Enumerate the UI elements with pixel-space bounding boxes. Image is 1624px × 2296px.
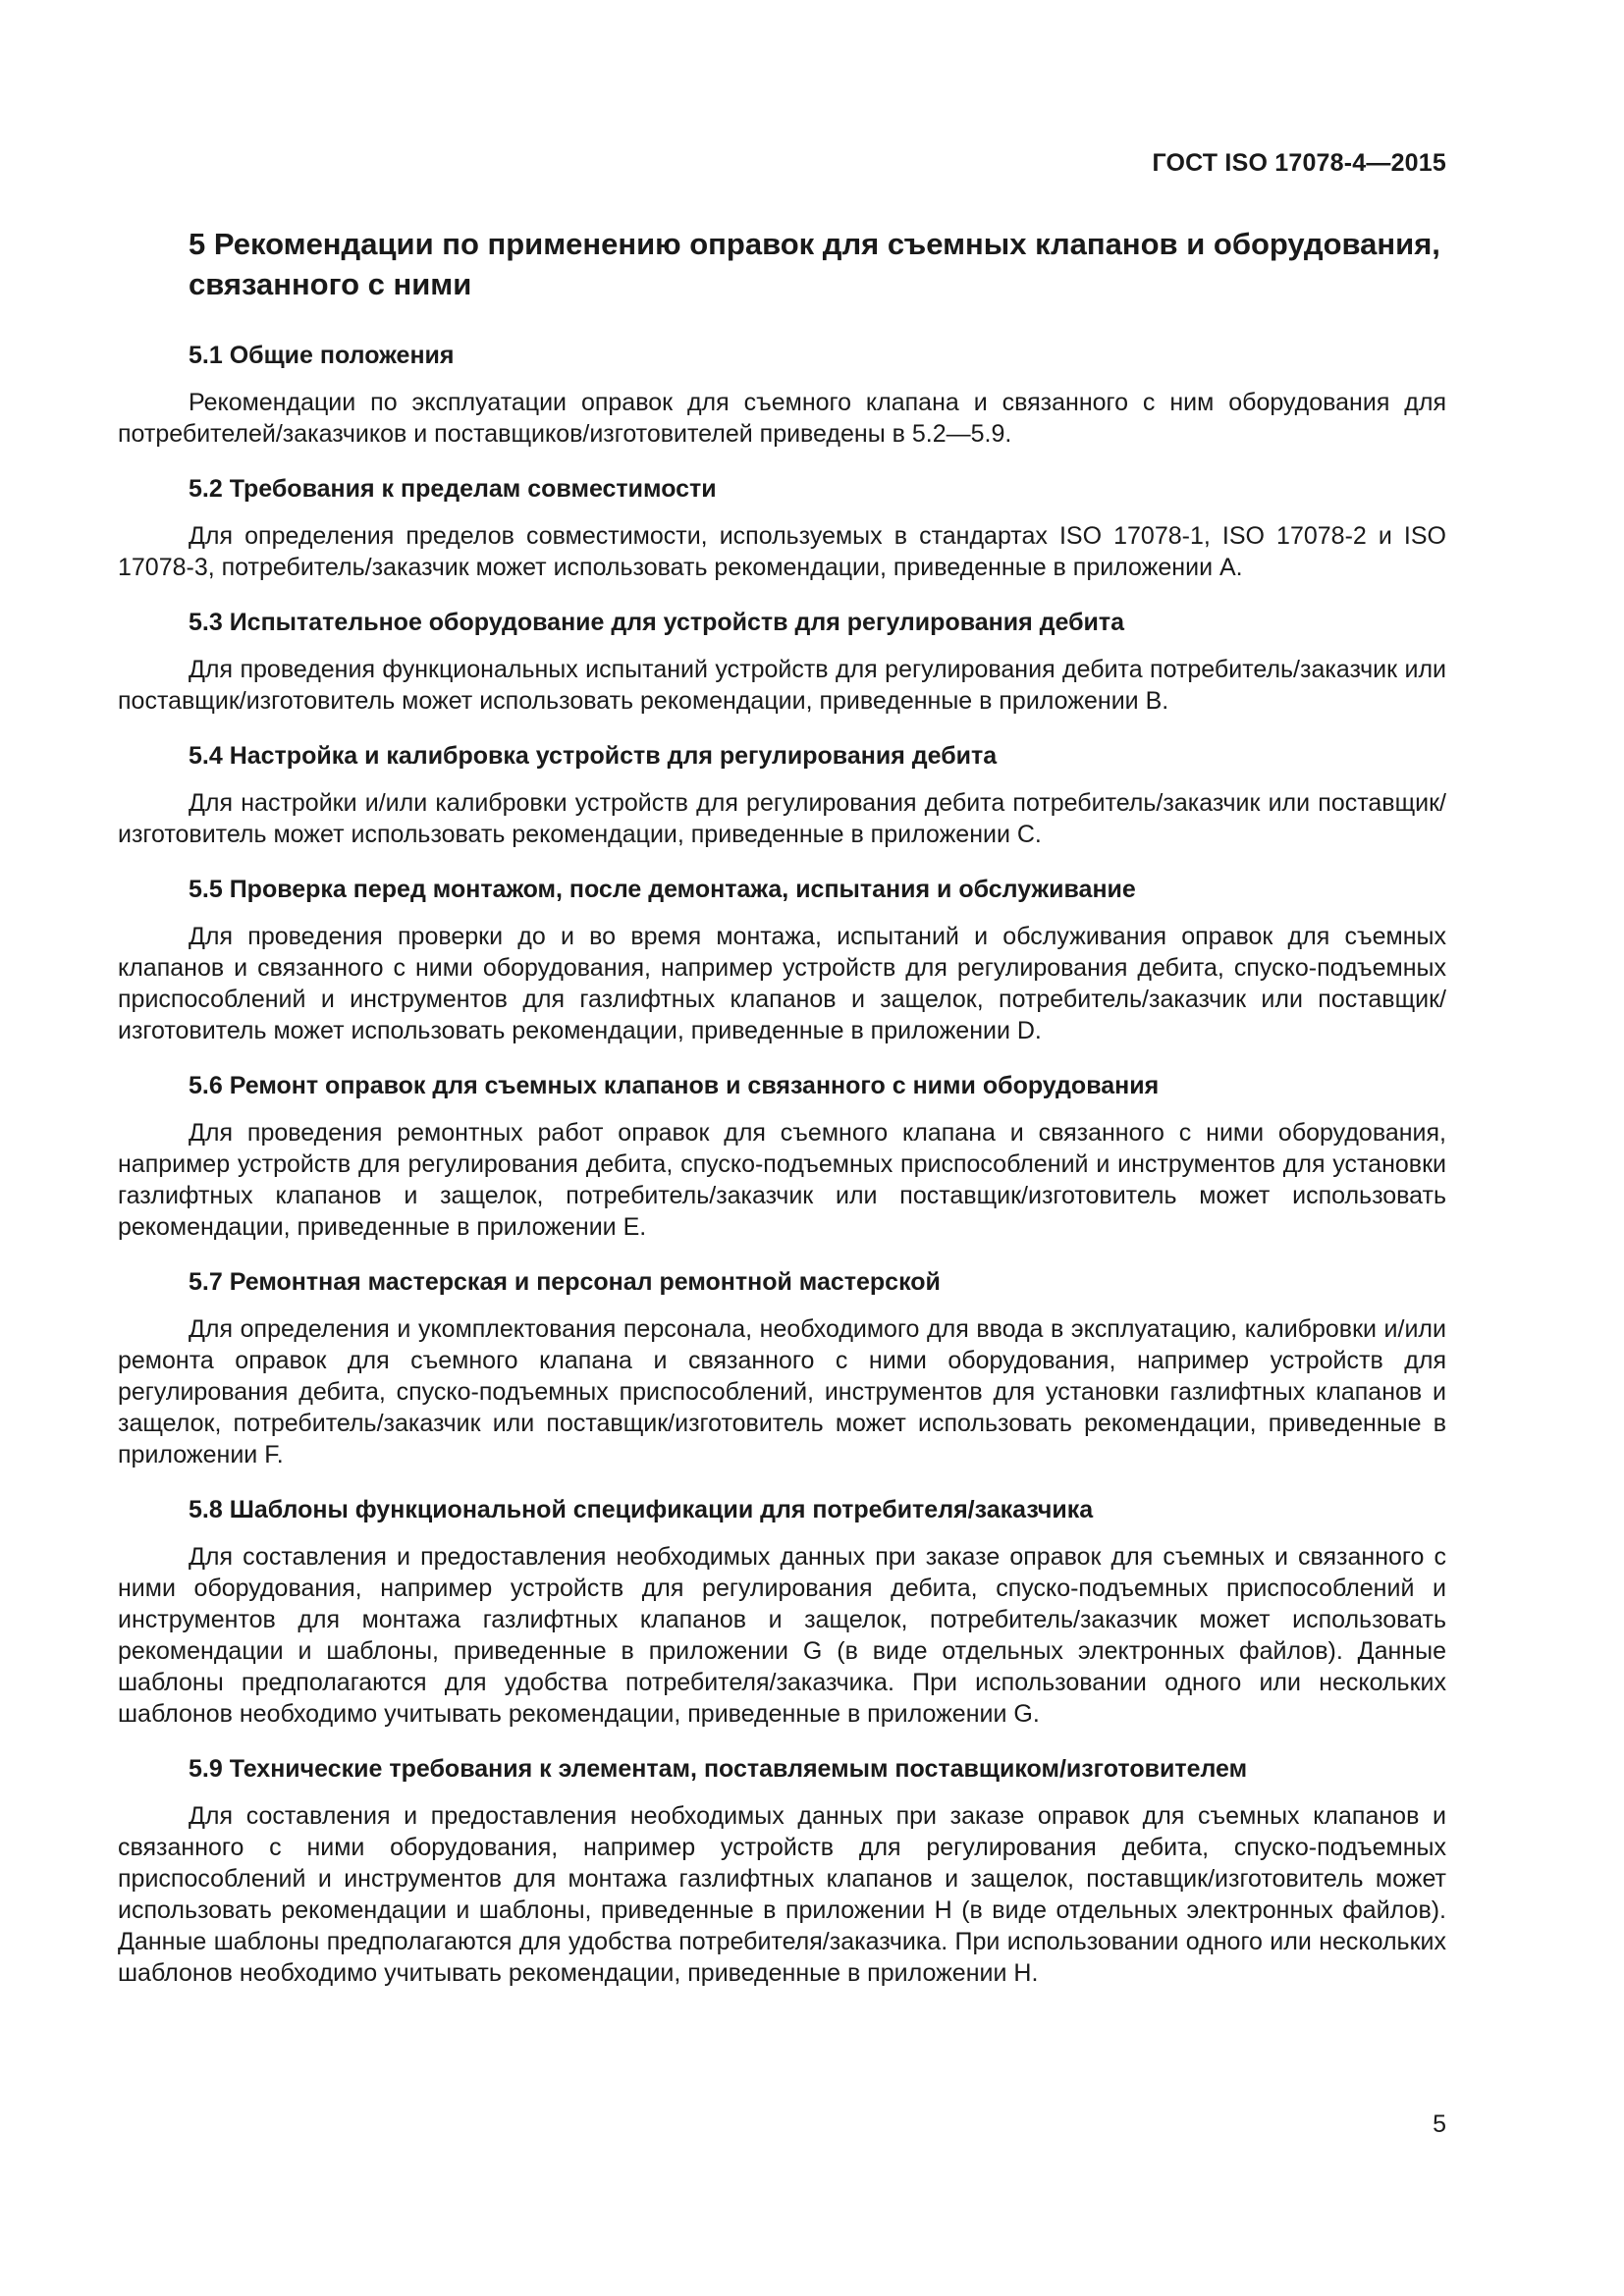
subsection-title: 5.1 Общие положения: [189, 342, 455, 369]
subsection-5-9: [118, 1751, 1446, 1989]
subsection-5-2: [118, 471, 1446, 583]
subsection-body: Для проведения функциональных испытаний устройств для регулирования дебита потребитель/заказчик или поставщик/изготовитель может использовать рекомендации, приведенные в приложении В.: [118, 656, 1446, 715]
subsection-title: 5.5 Проверка перед монтажом, после демонтажа, испытания и обслуживание: [189, 876, 1136, 903]
subsection-body: Рекомендации по эксплуатации оправок для съемного клапана и связанного с ним оборудования для потребителей/заказчиков и поставщиков/изготовителей приведены в 5.2—5.9.: [118, 389, 1446, 448]
subsection-body: Для составления и предоставления необходимых данных при заказе оправок для съемных клапанов и связанного с ними оборудования, например устройств для регулирования дебита, спуско-подъемных приспособлений и инструментов для монтажа газлифтных клапанов и защелок, поставщик/изготовитель может использовать рекомендации и шаблоны, приведенные в приложении Н (в виде отдельных электронных файлов). Данные шаблоны предполагаются для удобства потребителя/заказчика. При использовании одного или нескольких шаблонов необходимо учитывать рекомендации, приведенные в приложении Н.: [118, 1802, 1446, 1987]
subsection-title: 5.6 Ремонт оправок для съемных клапанов и связанного с ними оборудования: [189, 1072, 1160, 1099]
document-code: ГОСТ ISO 17078-4—2015: [1152, 149, 1446, 177]
subsection-title: 5.2 Требования к пределам совместимости: [189, 475, 717, 503]
subsection-title: 5.7 Ремонтная мастерская и персонал ремонтной мастерской: [189, 1268, 941, 1296]
subsection-5-8: [118, 1492, 1446, 1730]
subsection-5-7: [118, 1264, 1446, 1470]
subsection-body: Для проведения проверки до и во время монтажа, испытаний и обслуживания оправок для съемных клапанов и связанного с ними оборудования, например устройств для регулирования дебита, спуско-подъемных приспособлений и инструментов для газлифтных клапанов и защелок, потребитель/заказчик или поставщик/изготовитель может использовать рекомендации, приведенные в приложении D.: [118, 923, 1446, 1044]
subsection-body: Для определения пределов совместимости, используемых в стандартах ISO 17078-1, ISO 17078-2 и ISO 17078-3, потребитель/заказчик может использовать рекомендации, приведенные в приложении А.: [118, 522, 1446, 581]
subsection-5-4: [118, 738, 1446, 850]
subsection-title: 5.8 Шаблоны функциональной спецификации для потребителя/заказчика: [189, 1496, 1094, 1523]
subsection-5-5: [118, 872, 1446, 1046]
subsection-body: Для определения и укомплектования персонала, необходимого для ввода в эксплуатацию, калибровки и/или ремонта оправок для съемного клапана и связанного с ними оборудования, например устройств для регулирования дебита, спуско-подъемных приспособлений, инструментов для установки газлифтных клапанов и защелок, потребитель/заказчик или поставщик/изготовитель может использовать рекомендации, приведенные в приложении F.: [118, 1315, 1446, 1468]
subsection-body: Для составления и предоставления необходимых данных при заказе оправок для съемных и связанного с ними оборудования, например устройств для регулирования дебита, спуско-подъемных приспособлений и инструментов для монтажа газлифтных клапанов и защелок, потребитель/заказчик может использовать рекомендации и шаблоны, приведенные в приложении G (в виде отдельных электронных файлов). Данные шаблоны предполагаются для удобства потребителя/заказчика. При использовании одного или нескольких шаблонов необходимо учитывать рекомендации, приведенные в приложении G.: [118, 1543, 1446, 1728]
subsection-body: Для настройки и/или калибровки устройств для регулирования дебита потребитель/заказчик или поставщик/изготовитель может использовать рекомендации, приведенные в приложении С.: [118, 789, 1446, 848]
subsection-title: 5.4 Настройка и калибровка устройств для регулирования дебита: [189, 742, 998, 770]
subsection-5-3: [118, 605, 1446, 717]
subsection-5-1: [118, 338, 1446, 450]
subsection-5-6: [118, 1068, 1446, 1243]
subsection-body: Для проведения ремонтных работ оправок для съемного клапана и связанного с ними оборудования, например устройств для регулирования дебита, спуско-подъемных приспособлений и инструментов для установки газлифтных клапанов и защелок, потребитель/заказчик или поставщик/изготовитель может использовать рекомендации, приведенные в приложении Е.: [118, 1119, 1446, 1241]
subsection-title: 5.9 Технические требования к элементам, поставляемым поставщиком/изготовителем: [189, 1755, 1248, 1783]
section-title: 5 Рекомендации по применению оправок для съемных клапанов и оборудования, связанного с ними: [189, 227, 1440, 301]
page-content: [118, 224, 1446, 1989]
subsection-title: 5.3 Испытательное оборудование для устройств для регулирования дебита: [189, 609, 1125, 636]
page-number: 5: [1433, 2110, 1446, 2138]
